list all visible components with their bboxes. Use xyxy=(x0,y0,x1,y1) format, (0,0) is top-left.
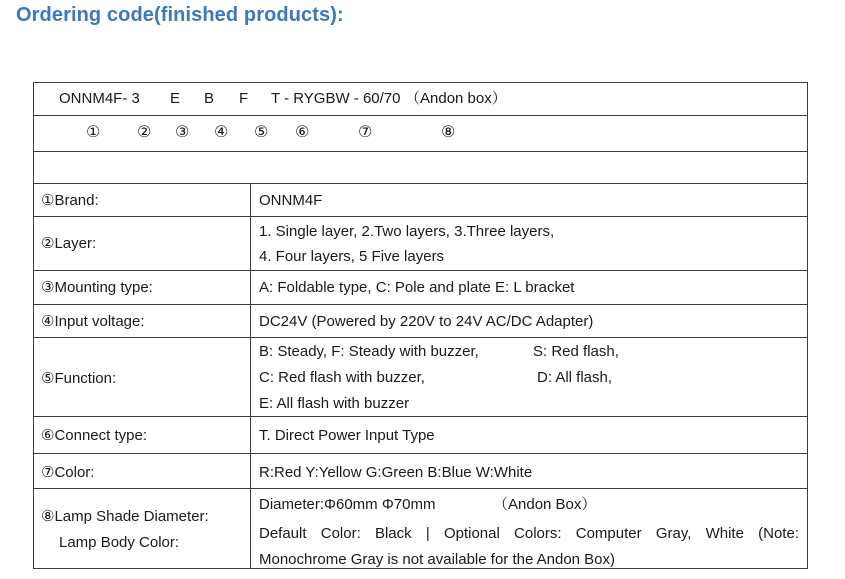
table-divider xyxy=(33,337,808,338)
table-divider xyxy=(33,151,808,152)
column-divider xyxy=(250,183,251,569)
page-title: Ordering code(finished products): xyxy=(16,4,344,26)
row-value-layer-line1: 1. Single layer, 2.Two layers, 3.Three layers, xyxy=(259,223,555,240)
table-divider xyxy=(33,115,808,116)
row-value-function-c: C: Red flash with buzzer, xyxy=(259,369,425,386)
marker-3: ③ xyxy=(175,124,190,141)
table-divider xyxy=(33,270,808,271)
table-border-right xyxy=(807,82,808,569)
row-label-voltage: ④Input voltage: xyxy=(41,313,145,330)
row-label-layer: ②Layer: xyxy=(41,235,97,252)
table-border-top xyxy=(33,82,808,83)
row-label-lamp-shade: ⑧Lamp Shade Diameter: xyxy=(41,508,209,525)
marker-8: ⑧ xyxy=(441,124,456,141)
row-value-andon-box: （Andon Box） xyxy=(493,496,597,513)
marker-2: ② xyxy=(137,124,152,141)
code-layer: E xyxy=(170,90,181,107)
table-divider xyxy=(33,216,808,217)
row-value-diameter: Diameter:Φ60mm Φ70mm xyxy=(259,496,436,513)
table-border-left xyxy=(33,82,34,569)
marker-7: ⑦ xyxy=(358,124,373,141)
row-label-body-color: Lamp Body Color: xyxy=(59,534,180,551)
table-divider xyxy=(33,183,808,184)
marker-4: ④ xyxy=(214,124,229,141)
row-value-brand: ONNM4F xyxy=(259,192,323,209)
row-value-function-s: S: Red flash, xyxy=(533,343,619,360)
row-label-mounting: ③Mounting type: xyxy=(41,279,153,296)
table-divider xyxy=(33,304,808,305)
code-note: （Andon box） xyxy=(405,90,507,107)
marker-6: ⑥ xyxy=(295,124,310,141)
row-value-function-e: E: All flash with buzzer xyxy=(259,395,410,412)
row-label-connect: ⑥Connect type: xyxy=(41,427,148,444)
row-value-voltage: DC24V (Powered by 220V to 24V AC/DC Adapter) xyxy=(259,313,594,330)
row-value-connect: T. Direct Power Input Type xyxy=(259,427,435,444)
code-rest: T - RYGBW - 60/70 xyxy=(271,90,401,107)
marker-1: ① xyxy=(86,124,101,141)
row-value-layer-line2: 4. Four layers, 5 Five layers xyxy=(259,248,445,265)
table-divider xyxy=(33,416,808,417)
code-model: ONNM4F- 3 xyxy=(59,90,140,107)
row-value-color: R:Red Y:Yellow G:Green B:Blue W:White xyxy=(259,464,533,481)
row-value-function-d: D: All flash, xyxy=(537,369,613,386)
table-divider xyxy=(33,488,808,489)
row-value-body-color: Default Color: Black | Optional Colors: Computer Gray, White (Note: Monochrome Gray is not available for the Andon Box) xyxy=(259,525,799,568)
table-divider xyxy=(33,453,808,454)
row-label-function: ⑤Function: xyxy=(41,370,117,387)
row-value-function-b-f: B: Steady, F: Steady with buzzer, xyxy=(259,343,479,360)
code-function: F xyxy=(239,90,249,107)
row-value-mounting: A: Foldable type, C: Pole and plate E: L bracket xyxy=(259,279,575,296)
code-mount: B xyxy=(204,90,215,107)
marker-5: ⑤ xyxy=(254,124,269,141)
row-label-brand: ①Brand: xyxy=(41,192,99,209)
ordering-code-table xyxy=(33,82,808,569)
row-label-color: ⑦Color: xyxy=(41,464,95,481)
